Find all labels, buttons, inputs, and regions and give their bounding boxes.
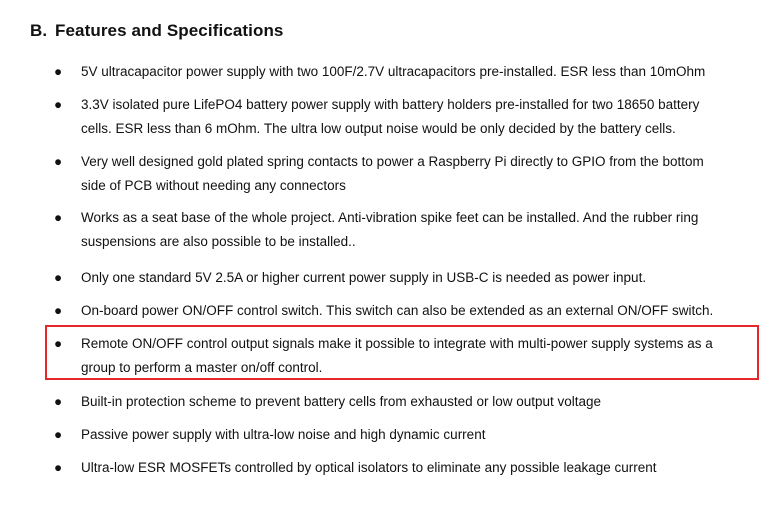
section-heading [30,21,284,41]
list-item-line: suspensions are also possible to be installed.. [81,234,356,249]
list-item-text [81,93,771,141]
list-item-line: Remote ON/OFF control output signals make it possible to integrate with multi-power supply systems as a [81,336,713,351]
list-item-line: Passive power supply with ultra-low noise and high dynamic current [81,427,486,442]
list-item-line: side of PCB without needing any connectors [81,178,346,193]
bullet-icon: ● [54,427,63,442]
list-item-line: 3.3V isolated pure LifePO4 battery power supply with battery holders pre-installed for two 18650 battery [81,97,700,112]
list-item-text [81,60,771,84]
list-item-text [81,266,771,290]
list-item-text [81,299,771,323]
list-item-line: On-board power ON/OFF control switch. This switch can also be extended as an external ON/OFF switch. [81,303,714,318]
list-item-line: Only one standard 5V 2.5A or higher current power supply in USB-C is needed as power input. [81,270,647,285]
bullet-icon: ● [54,64,63,79]
bullet-icon: ● [54,154,63,169]
list-item-line: Ultra-low ESR MOSFETs controlled by optical isolators to eliminate any possible leakage current [81,460,657,475]
list-item-line: cells. ESR less than 6 mOhm. The ultra low output noise would be only decided by the battery cells. [81,121,676,136]
bullet-icon: ● [54,303,63,318]
list-item-line: Very well designed gold plated spring contacts to power a Raspberry Pi directly to GPIO from the bottom [81,154,704,169]
list-item-line: 5V ultracapacitor power supply with two 100F/2.7V ultracapacitors pre-installed. ESR less than 10mOhm [81,64,706,79]
list-item-line: Built-in protection scheme to prevent battery cells from exhausted or low output voltage [81,394,602,409]
bullet-icon: ● [54,394,63,409]
list-item-line: Works as a seat base of the whole project. Anti-vibration spike feet can be installed. And the rubber ring [81,210,699,225]
list-item-line: group to perform a master on/off control. [81,360,323,375]
bullet-icon: ● [54,460,63,475]
list-item-text [81,390,771,414]
section-letter: B. [30,21,48,40]
bullet-icon: ● [54,210,63,225]
list-item-text [81,206,771,254]
bullet-icon: ● [54,336,63,351]
bullet-icon: ● [54,97,63,112]
list-item-text [81,150,771,198]
list-item-text [81,456,771,480]
section-title: Features and Specifications [55,21,284,40]
list-item-text [81,423,771,447]
highlight-box [45,325,759,380]
bullet-icon: ● [54,270,63,285]
